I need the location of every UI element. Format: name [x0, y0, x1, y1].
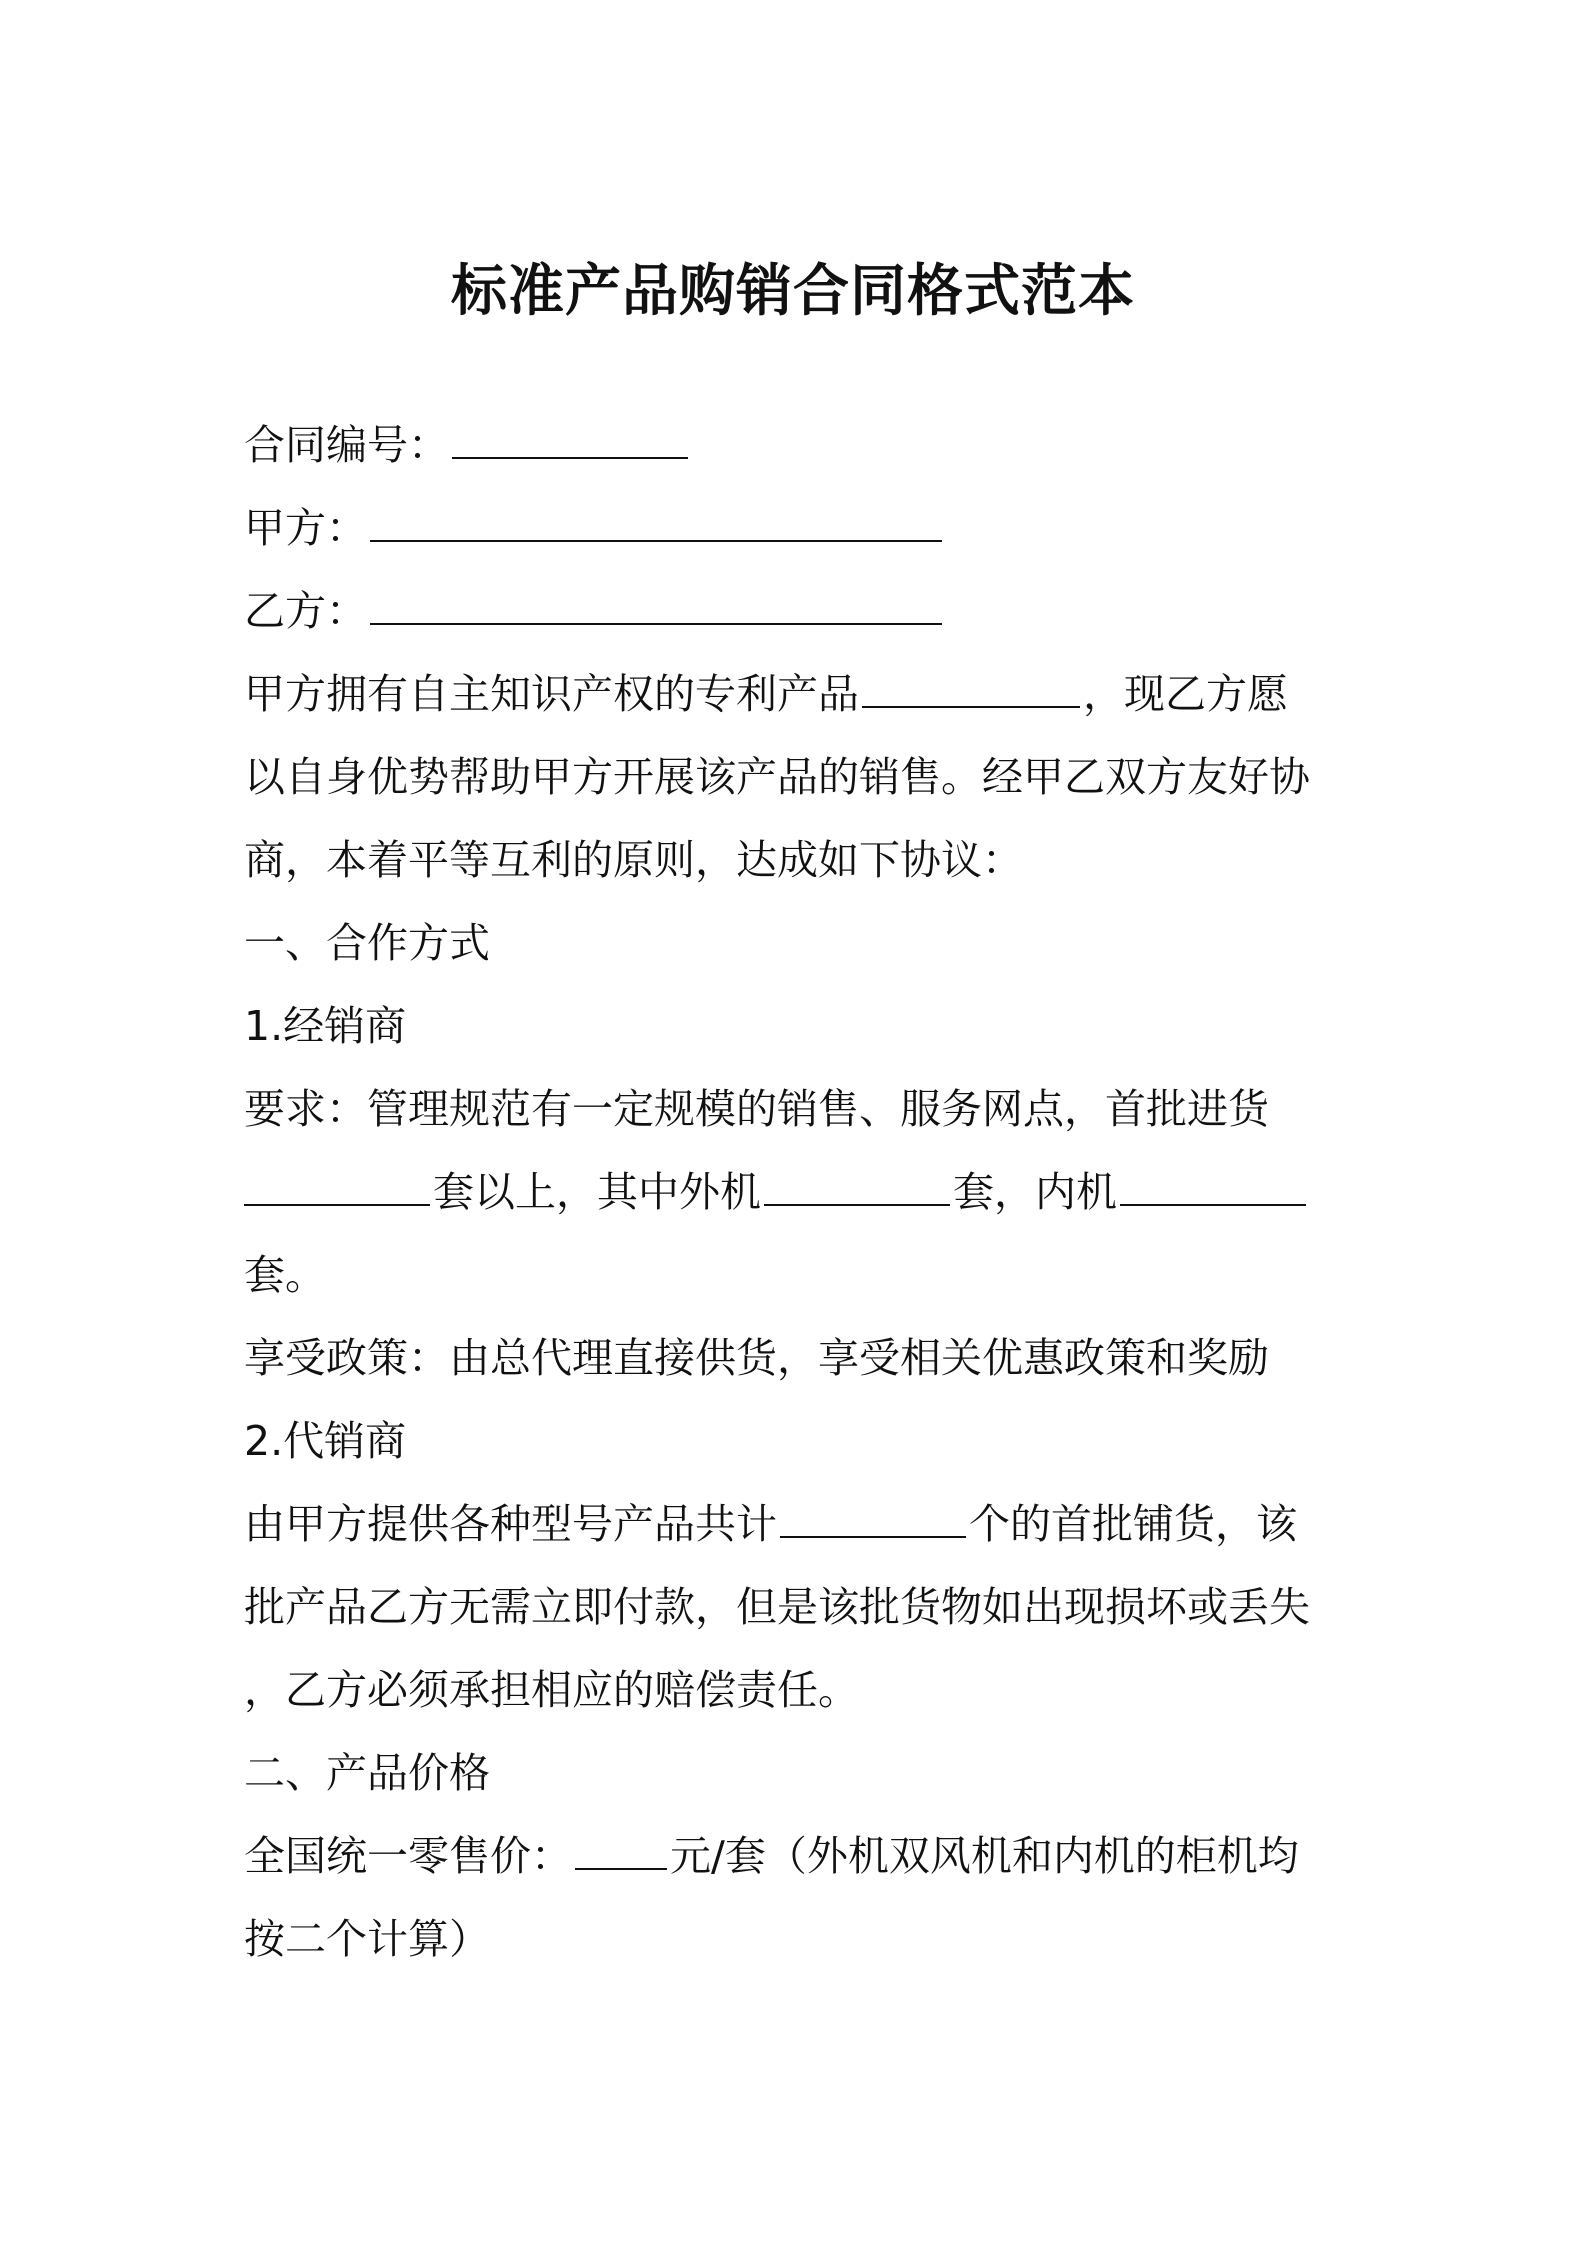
- party-b-line: [244, 570, 1354, 653]
- intro-line-2: 以自身优势帮助甲方开展该产品的销售。经甲乙双方友好协: [244, 753, 1310, 801]
- initial-stock-blank: [780, 1484, 966, 1538]
- patent-product-blank: [862, 654, 1080, 708]
- agent-text-1b: 个的首批铺货，该: [969, 1500, 1297, 1548]
- agent-line-3: ，乙方必须承担相应的赔偿责任。: [244, 1666, 859, 1714]
- contract-number-label: 合同编号：: [244, 421, 449, 469]
- policy-line: 享受政策：由总代理直接供货，享受相关优惠政策和奖励: [244, 1334, 1269, 1382]
- requirement-line-3: 套。: [244, 1251, 326, 1299]
- price-line-1: [244, 1815, 1354, 1898]
- contract-number-blank: [452, 405, 688, 459]
- party-b-blank: [370, 571, 942, 625]
- contract-number-line: [244, 404, 1354, 487]
- agent-line-2: 批产品乙方无需立即付款，但是该批货物如出现损坏或丢失: [244, 1583, 1310, 1631]
- indoor-unit-blank: [1120, 1152, 1306, 1206]
- party-a-label: 甲方：: [244, 504, 367, 552]
- section-1-heading: 一、合作方式: [244, 919, 490, 967]
- party-a-blank: [370, 488, 942, 542]
- first-order-blank: [244, 1152, 430, 1206]
- retail-price-blank: [575, 1816, 667, 1870]
- intro-line-1: [244, 653, 1354, 736]
- document-title: 标准产品购销合同格式范本: [451, 259, 1135, 324]
- agent-text-1a: 由甲方提供各种型号产品共计: [244, 1500, 777, 1548]
- subsection-distributor-heading: 1.经销商: [244, 1002, 407, 1050]
- price-text-1b: 元/套（外机双风机和内机的柜机均: [670, 1832, 1299, 1880]
- contract-body: [244, 404, 1354, 1981]
- requirement-line-1: 要求：管理规范有一定规模的销售、服务网点，首批进货: [244, 1085, 1269, 1133]
- party-a-line: [244, 487, 1354, 570]
- subsection-agent-heading: 2.代销商: [244, 1417, 407, 1465]
- requirement-text-2a: 套以上，其中外机: [433, 1168, 761, 1216]
- price-line-2: 按二个计算）: [244, 1915, 490, 1963]
- intro-text-1a: 甲方拥有自主知识产权的专利产品: [244, 670, 859, 718]
- requirement-text-2b: 套，内机: [953, 1168, 1117, 1216]
- requirement-line-2: [244, 1151, 1354, 1234]
- agent-line-1: [244, 1483, 1354, 1566]
- outdoor-unit-blank: [764, 1152, 950, 1206]
- section-2-heading: 二、产品价格: [244, 1749, 490, 1797]
- price-text-1a: 全国统一零售价：: [244, 1832, 572, 1880]
- intro-text-1b: ，现乙方愿: [1083, 670, 1288, 718]
- intro-line-3: 商，本着平等互利的原则，达成如下协议：: [244, 836, 1023, 884]
- party-b-label: 乙方：: [244, 587, 367, 635]
